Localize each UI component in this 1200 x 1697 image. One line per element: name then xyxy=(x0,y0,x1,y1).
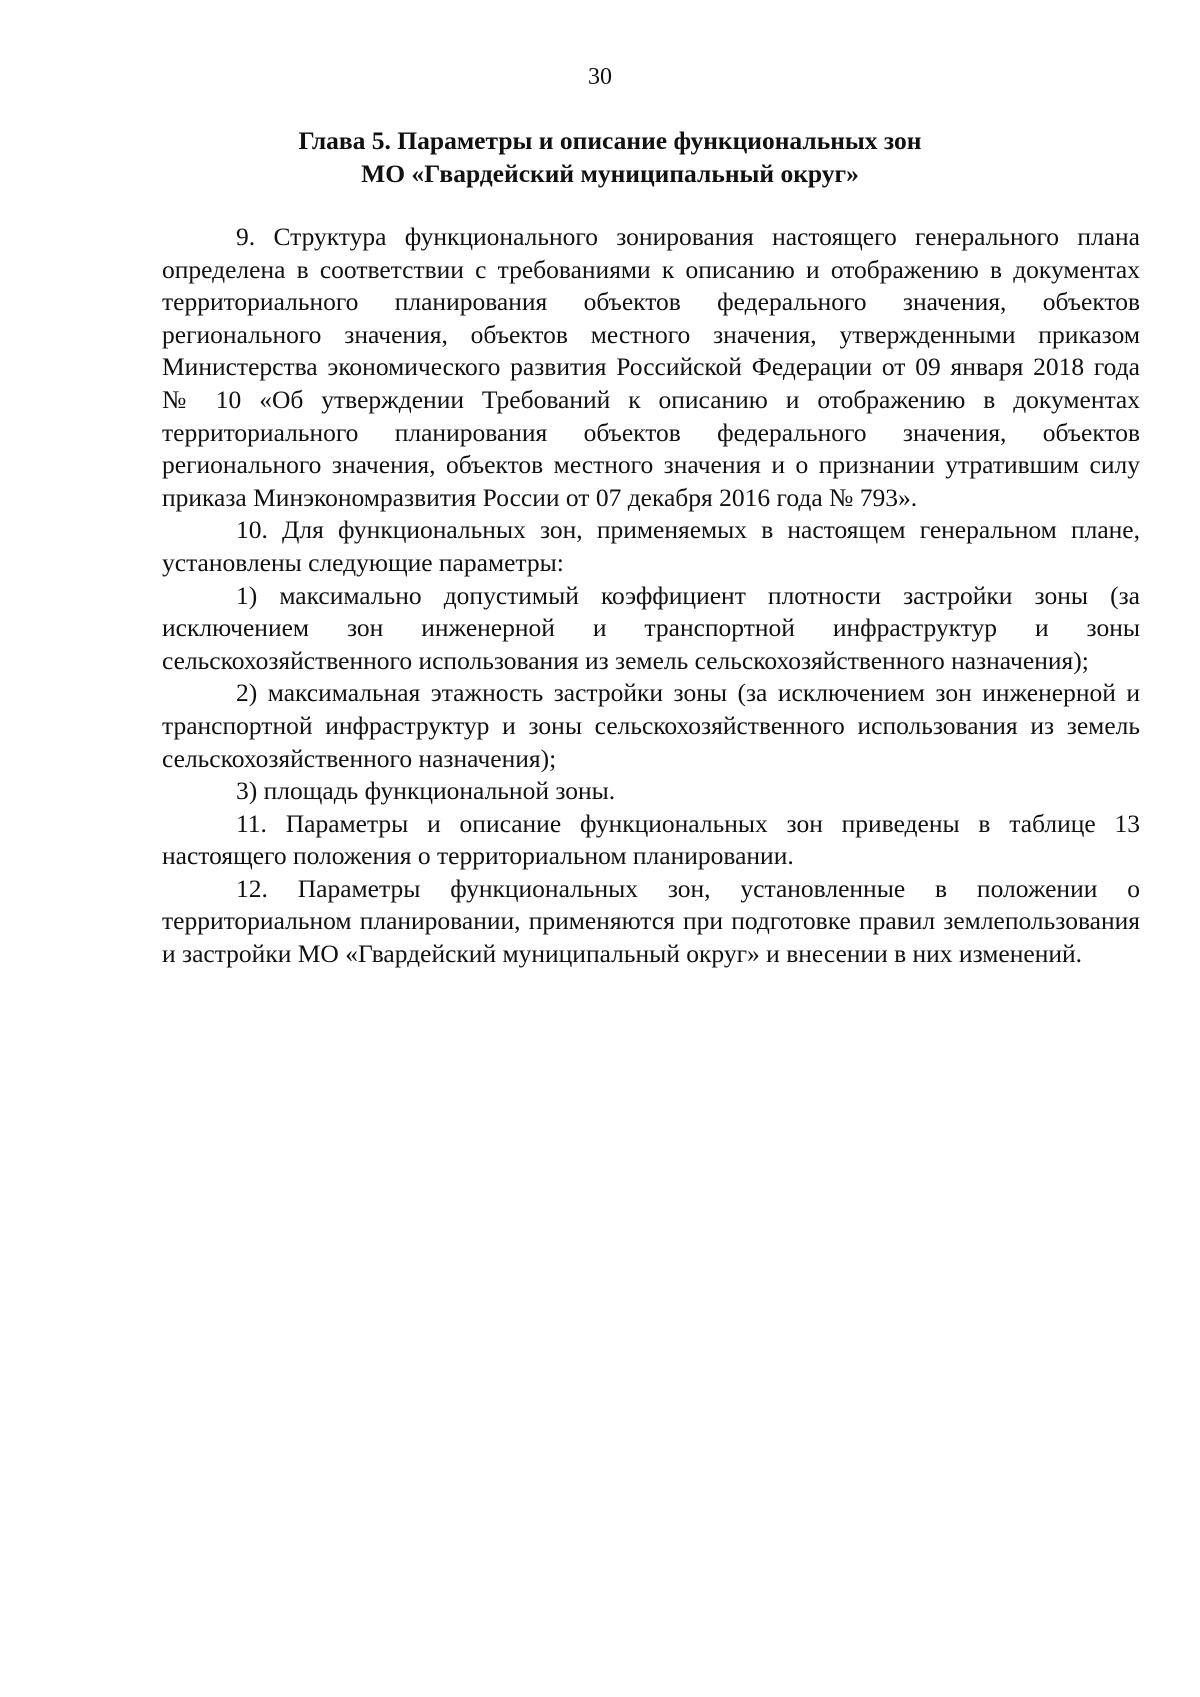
paragraph-10-item-1: 1) максимально допустимый коэффициент плотности застройки зоны (за исключением зон инженерной и транспортной инфраструктур и зоны сельскохозяйственного использования из земель сельскохозяйственного назначения); xyxy=(162,580,1140,675)
paragraph-11: 11. Параметры и описание функциональных зон приведены в таблице 13 настоящего положения о территориальном планировании. xyxy=(162,808,1140,871)
paragraph-12: 12. Параметры функциональных зон, установленные в положении о территориальном планировании, применяются при подготовке правил землепользования и застройки МО «Гвардейский муниципальный округ» и внесении в них изменений. xyxy=(162,873,1140,969)
page-number: 30 xyxy=(588,64,612,90)
chapter-heading xyxy=(160,124,1060,190)
paragraph-10: 10. Для функциональных зон, применяемых в настоящем генеральном плане, установлены следующие параметры: xyxy=(162,515,1140,577)
body-text xyxy=(162,221,1140,971)
paragraph-10-item-3: 3) площадь функциональной зоны. xyxy=(236,776,616,806)
paragraph-10-item-2: 2) максимальная этажность застройки зоны (за исключением зон инженерной и транспортной инфраструктур и зоны сельскохозяйственного использования из земель сельскохозяйственного назначения); xyxy=(162,678,1140,773)
chapter-heading-line-1: Глава 5. Параметры и описание функциональных зон xyxy=(298,126,922,155)
paragraph-9: 9. Структура функционального зонирования настоящего генерального плана определена в соответствии с требованиями к описанию и отображению в документах территориального планирования объектов федерального значения, объектов регионального значения, объектов местного значения, утвержденными приказом Министерства экономического развития Российской Федерации от 09 января 2018 года № 10 «Об утверждении Требований к описанию и отображению в документах территориального планирования объектов федерального значения, объектов регионального значения, объектов местного значения и о признании утратившим силу приказа Минэкономразвития России от 07 декабря 2016 года № 793». xyxy=(162,222,1140,512)
chapter-heading-line-2: МО «Гвардейский муниципальный округ» xyxy=(361,159,859,188)
